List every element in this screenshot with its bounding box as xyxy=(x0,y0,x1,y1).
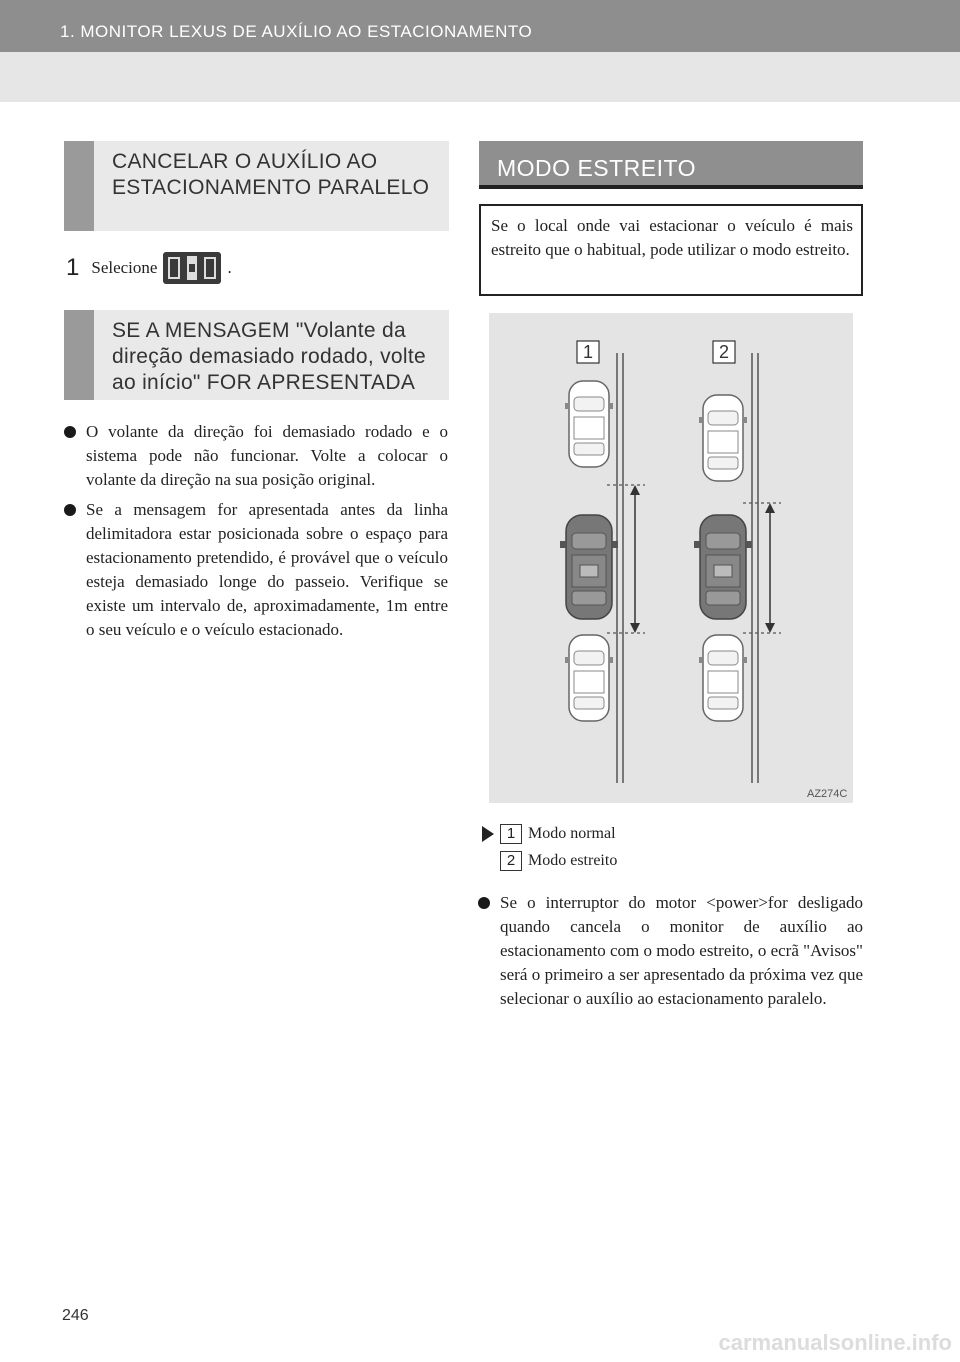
section-title-text: MODO ESTREITO xyxy=(497,155,697,181)
list-item: O volante da direção foi demasiado rodado e o sistema pode não funcionar. Volte a colocar o volante da direção na sua posição original. xyxy=(64,420,448,492)
left-bullet-list xyxy=(64,420,448,648)
legend-number: 1 xyxy=(500,824,522,844)
step-number: 1 xyxy=(66,254,80,281)
legend-number: 2 xyxy=(500,851,522,871)
legend-text: Modo estreito xyxy=(528,852,618,869)
breadcrumb: 1. MONITOR LEXUS DE AUXÍLIO AO ESTACIONAMENTO xyxy=(60,22,533,41)
section-title-text: CANCELAR O AUXÍLIO AO ESTACIONAMENTO PARALELO xyxy=(112,150,430,199)
section-title-narrow-mode xyxy=(479,141,863,189)
page-number: 246 xyxy=(62,1307,89,1324)
legend-item-1 xyxy=(482,824,616,844)
info-box xyxy=(479,204,863,296)
triangle-arrow-icon xyxy=(482,826,494,842)
figure-label-2: 2 xyxy=(718,342,730,362)
info-text: Se o local onde vai estacionar o veículo é mais estreito que o habitual, pode utilizar o modo estreito. xyxy=(491,216,853,259)
step-1 xyxy=(66,252,232,284)
right-bullet-list xyxy=(478,891,863,1017)
section-title-text: SE A MENSAGEM "Volante da direção demasiado rodado, volte ao início" FOR APRESENTADA xyxy=(112,319,426,394)
header-subbar xyxy=(0,52,960,102)
header-bar xyxy=(0,0,960,52)
legend-item-2 xyxy=(500,851,617,871)
parking-assist-button-icon xyxy=(163,252,221,284)
figure-label-1: 1 xyxy=(582,342,594,362)
step-text-after: . xyxy=(227,258,232,277)
step-text-before: Selecione xyxy=(91,258,158,277)
parking-diagram-svg xyxy=(489,313,853,803)
list-item: Se o interruptor do motor <power>for desligado quando cancela o monitor de auxílio ao estacionamento com o modo estreito, o ecrã "Avisos" será o primeiro a ser apresentado da próxima vez que selecionar o auxílio ao estacionamento paralelo. xyxy=(478,891,863,1011)
section-title-cancel xyxy=(64,141,449,231)
parking-diagram xyxy=(489,313,853,803)
figure-code: AZ274C xyxy=(807,788,848,800)
list-item: Se a mensagem for apresentada antes da linha delimitadora estar posicionada sobre o espaço para estacionamento pretendido, é provável que o veículo esteja demasiado longe do passeio. Verifique se existe um intervalo de, aproximadamente, 1m entre o seu veículo e o veículo estacionado. xyxy=(64,498,448,642)
legend-text: Modo normal xyxy=(528,825,616,842)
watermark: carmanualsonline.info xyxy=(718,1330,952,1355)
section-title-message xyxy=(64,310,449,400)
